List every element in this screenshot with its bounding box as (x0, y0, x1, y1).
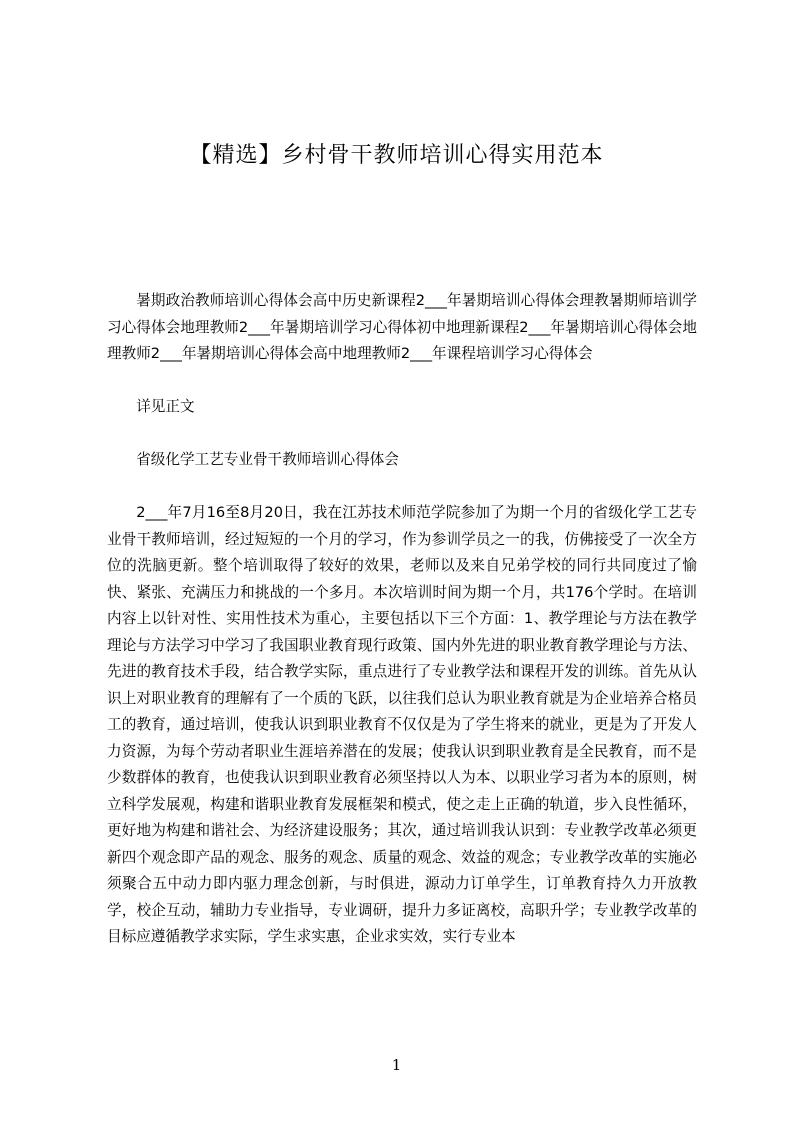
paragraph-gap (107, 368, 697, 395)
intro-paragraph: 暑期政治教师培训心得体会高中历史新课程2___年暑期培训心得体会理教暑期师培训学习心得体会地理教师2___年暑期培训学习心得体初中地理新课程2___年暑期培训心得体会地理教师2___年暑期培训心得体会高中地理教师2___年课程培训学习心得体会 (107, 292, 697, 362)
paragraph-gap (107, 474, 697, 501)
paragraph-gap (107, 421, 697, 448)
page-number: 1 (391, 1056, 402, 1074)
see-body-text: 详见正文 (136, 398, 195, 415)
section-heading: 省级化学工艺专业骨干教师培训心得体会 (136, 451, 399, 468)
main-paragraph: 2___年7月16至8月20日，我在江苏技术师范学院参加了为期一个月的省级化学工艺专业骨干教师培训，经过短短的一个月的学习，作为参训学员之一的我，仿佛接受了一次全方位的洗脑更新。整个培训取得了较好的效果，老师以及来自兄弟学校的同行共同度过了愉快、紧张、充满压力和挑战的一个多月。本次培训时间为期一个月，共176个学时。在培训内容上以针对性、实用性技术为重心，主要包括以下三个方面：1、教学理论与方法在教学理论与方法学习中学习了我国职业教育现行政策、国内外先进的职业教育教学理论与方法、先进的教育技术手段，结合教学实际，重点进行了专业教学法和课程开发的训练。首先从认识上对职业教育的理解有了一个质的飞跃，以往我们总认为职业教育就是为企业培养合格员工的教育，通过培训，使我认识到职业教育不仅仅是为了学生将来的就业，更是为了开发人力资源，为每个劳动者职业生涯培养潜在的发展；使我认识到职业教育是全民教育，而不是少数群体的教育，也使我认识到职业教育必须坚持以人为本、以职业学习者为本的原则，树立科学发展观，构建和谐职业教育发展框架和模式，使之走上正确的轨道，步入良性循环，更好地为构建和谐社会、为经济建设服务；其次，通过培训我认识到：专业教学改革必须更新四个观念即产品的观念、服务的观念、质量的观念、效益的观念；专业教学改革的实施必须聚合五中动力即内驱力理念创新，与时俱进，源动力订单学生，订单教育持久力开放教学，校企互动，辅助力专业指导，专业调研，提升力多证离校，高职升学；专业教学改革的目标应遵循教学求实际，学生求实惠，企业求实效，实行专业本 (107, 504, 697, 945)
document-title: 【精选】乡村骨干教师培训心得实用范本 (189, 143, 604, 168)
document-body (107, 288, 697, 951)
